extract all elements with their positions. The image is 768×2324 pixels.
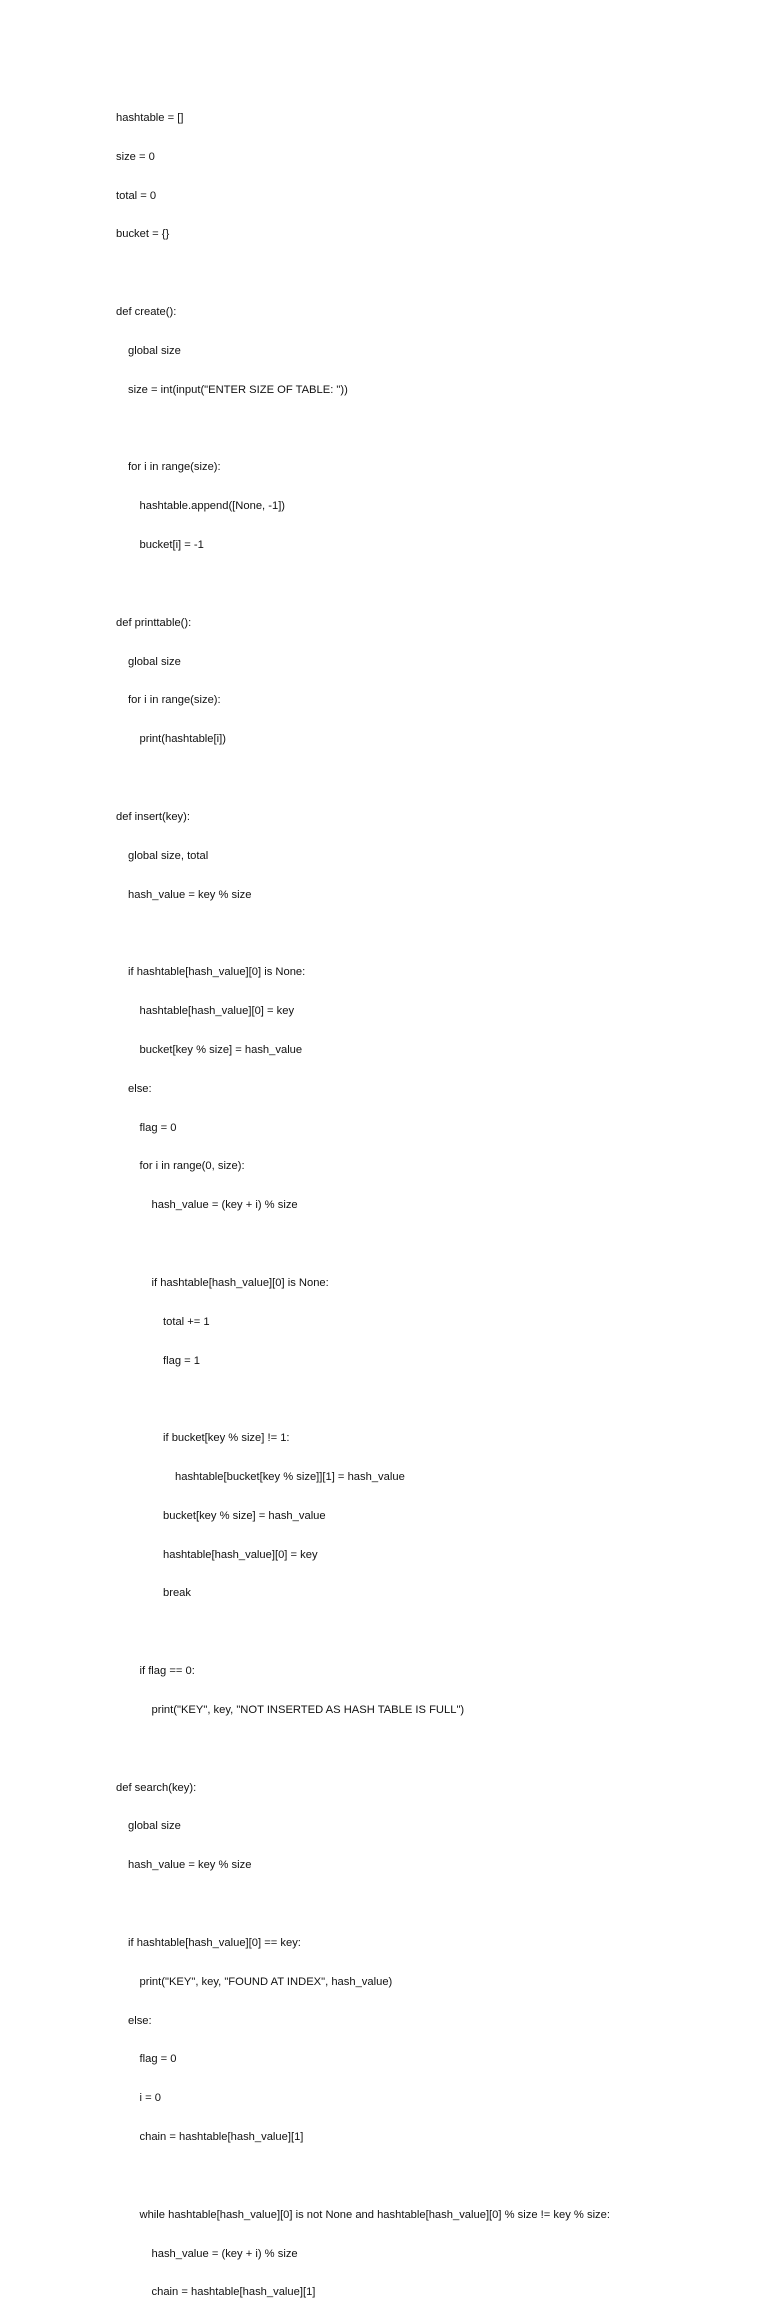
blank-line [116,1392,756,1407]
code-line: while hashtable[hash_value][0] is not None and hashtable[hash_value][0] % size != key % size: [139,2208,610,2221]
code-line: total = 0 [116,189,157,202]
code-line: def search(key): [116,1781,197,1794]
code-line: hashtable.append([None, -1]) [139,500,286,513]
blank-line [116,422,756,437]
code-line: print(hashtable[i]) [139,733,226,746]
blank-line [116,771,756,786]
code-line: bucket[key % size] = hash_value [139,1043,303,1056]
blank-line [116,1237,756,1252]
code-line: def printtable(): [116,616,192,629]
code-line: for i in range(size): [128,694,221,707]
code-line: bucket[i] = -1 [139,539,204,552]
code-line: hashtable[bucket[key % size]][1] = hash_value [175,1470,405,1483]
blank-line [116,2169,756,2184]
code-line: for i in range(size): [128,461,221,474]
code-line: global size, total [128,849,209,862]
code-line: else: [128,2014,152,2027]
code-line: global size [128,1820,181,1833]
blank-line [116,1625,756,1640]
code-line: break [163,1587,191,1600]
code-line: global size [128,344,181,357]
code-line: print("KEY", key, "NOT INSERTED AS HASH TABLE IS FULL") [151,1703,465,1716]
code-line: hash_value = key % size [128,888,252,901]
code-line: i = 0 [139,2092,161,2105]
code-line: else: [128,1082,152,1095]
code-line: hash_value = key % size [128,1859,252,1872]
code-line: flag = 0 [139,1121,177,1134]
blank-line [116,266,756,281]
code-line: if hashtable[hash_value][0] is None: [151,1276,329,1289]
code-line: total += 1 [163,1315,210,1328]
code-line: if bucket[key % size] != 1: [163,1432,290,1445]
code-line: print("KEY", key, "FOUND AT INDEX", hash_value) [139,1975,393,1988]
code-line: global size [128,655,181,668]
code-line: chain = hashtable[hash_value][1] [151,2286,316,2299]
blank-line [116,1742,756,1757]
code-line: size = 0 [116,150,155,163]
code-line: if hashtable[hash_value][0] == key: [128,1936,301,1949]
code-line: bucket[key % size] = hash_value [163,1509,326,1522]
code-line: if flag == 0: [139,1665,195,1678]
blank-line [116,577,756,592]
code-line: flag = 1 [163,1354,201,1367]
code-line: hashtable[hash_value][0] = key [163,1548,318,1561]
blank-line [116,926,756,941]
blank-line [116,1897,756,1912]
code-listing [116,87,756,2324]
code-line: for i in range(0, size): [139,1160,245,1173]
code-line: if hashtable[hash_value][0] is None: [128,966,306,979]
code-line: hashtable = [] [116,112,184,124]
code-line: hash_value = (key + i) % size [151,2247,298,2260]
code-line: flag = 0 [139,2053,177,2066]
code-line: size = int(input("ENTER SIZE OF TABLE: ")) [128,383,348,396]
code-line: def insert(key): [116,810,190,823]
code-line: bucket = {} [116,228,170,241]
code-line: chain = hashtable[hash_value][1] [139,2131,304,2144]
code-line: def create(): [116,306,177,319]
code-line: hash_value = (key + i) % size [151,1199,298,1212]
code-line: hashtable[hash_value][0] = key [139,1005,295,1018]
